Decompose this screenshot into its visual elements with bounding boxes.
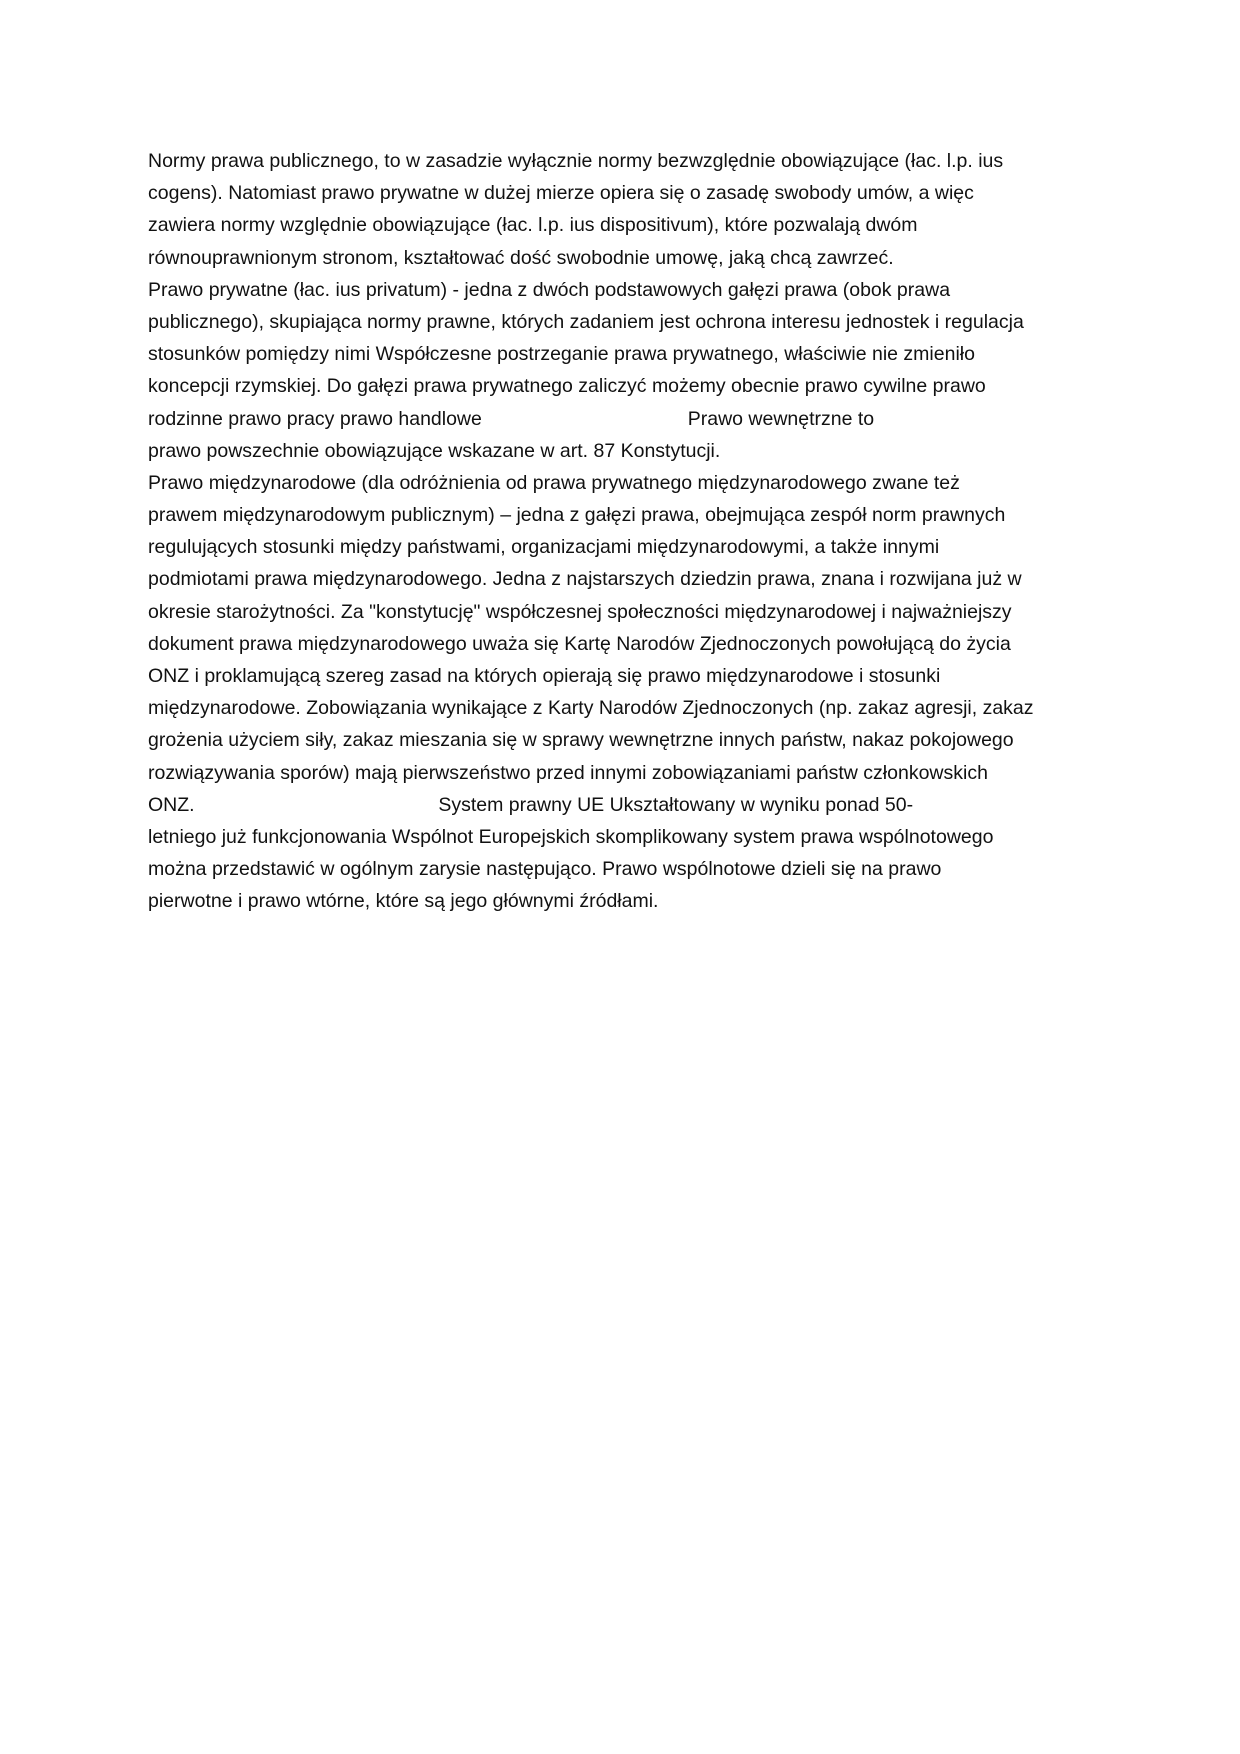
text-line: ONZ i proklamującą szereg zasad na których opierają się prawo międzynarodowe i stosunki: [148, 665, 941, 687]
text-line: Normy prawa publicznego, to w zasadzie wyłącznie normy bezwzględnie obowiązujące (łac. l.p. ius: [148, 150, 1004, 172]
text-line: stosunków pomiędzy nimi Współczesne postrzeganie prawa prywatnego, właściwie nie zmieniło: [148, 343, 975, 366]
text-line: regulujących stosunki między państwami, organizacjami międzynarodowymi, a także innymi: [148, 536, 940, 559]
text-line: letniego już funkcjonowania Wspólnot Europejskich skomplikowany system prawa wspólnotowego: [148, 825, 994, 848]
text-line: pierwotne i prawo wtórne, które są jego głównymi źródłami.: [148, 890, 659, 913]
text-line: prawo powszechnie obowiązujące wskazane w art. 87 Konstytucji.: [148, 439, 721, 462]
text-line: podmiotami prawa międzynarodowego. Jedna z najstarszych dziedzin prawa, znana i rozwijana już w: [148, 568, 1022, 591]
body-text: [148, 145, 1108, 918]
text-line: równouprawnionym stronom, kształtować dość swobodnie umowę, jaką chcą zawrzeć.: [148, 246, 894, 269]
text-line: można przedstawić w ogólnym zarysie następująco. Prawo wspólnotowe dzieli się na prawo: [148, 858, 942, 881]
text-line: publicznego), skupiająca normy prawne, których zadaniem jest ochrona interesu jednostek i regulacja: [148, 310, 1024, 333]
text-line: międzynarodowe. Zobowiązania wynikające z Karty Narodów Zjednoczonych (np. zakaz agresji, zakaz: [148, 697, 1034, 720]
text-line: Prawo międzynarodowe (dla odróżnienia od prawa prywatnego międzynarodowego zwane też: [148, 471, 960, 494]
text-line: cogens). Natomiast prawo prywatne w dużej mierze opiera się o zasadę swobody umów, a więc: [148, 182, 974, 205]
text-line: rodzinne prawo pracy prawo handlowe Prawo wewnętrzne to: [148, 407, 875, 430]
text-line: koncepcji rzymskiej. Do gałęzi prawa prywatnego zaliczyć możemy obecnie prawo cywilne prawo: [148, 375, 986, 398]
text-line: prawem międzynarodowym publicznym) – jedna z gałęzi prawa, obejmująca zespół norm prawnych: [148, 504, 1006, 527]
text-line: ONZ. System prawny UE Ukształtowany w wyniku ponad 50-: [148, 793, 914, 816]
text-line: Prawo prywatne (łac. ius privatum) - jedna z dwóch podstawowych gałęzi prawa (obok prawa: [148, 278, 951, 301]
text-line: okresie starożytności. Za "konstytucję" współczesnej społeczności międzynarodowej i najważniejszy: [148, 600, 1012, 623]
text-line: dokument prawa międzynarodowego uważa się Kartę Narodów Zjednoczonych powołującą do życia: [148, 632, 1011, 655]
text-line: rozwiązywania sporów) mają pierwszeństwo przed innymi zobowiązaniami państw członkowskich: [148, 761, 988, 784]
text-line: grożenia użyciem siły, zakaz mieszania się w sprawy wewnętrzne innych państw, nakaz pokojowego: [148, 729, 1014, 752]
text-line: zawiera normy względnie obowiązujące (łac. l.p. ius dispositivum), które pozwalają dwóm: [148, 214, 918, 237]
